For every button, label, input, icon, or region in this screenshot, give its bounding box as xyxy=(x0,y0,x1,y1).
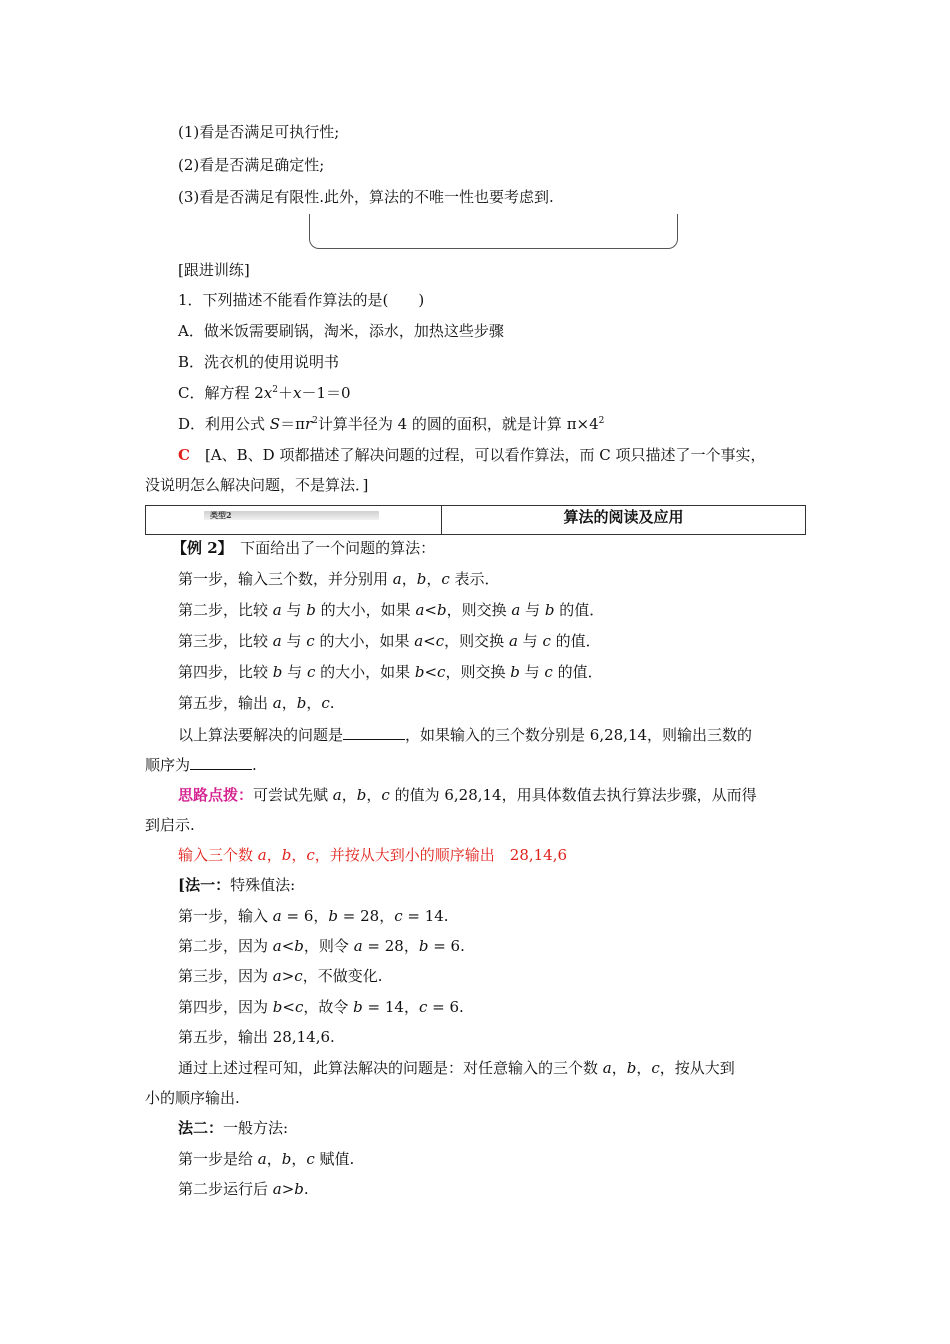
method-1-step-2: 第二步，因为 a<b，则令 a = 28，b = 6. xyxy=(178,937,465,955)
method-1-step-4: 第四步，因为 b<c，故令 b = 14，c = 6. xyxy=(178,998,464,1016)
summary-box-bottom xyxy=(309,214,678,249)
hint-line-1: 思路点拨：可尝试先赋 a，b，c 的值为 6,28,14，用具体数值去执行算法步骤，从而得 xyxy=(178,786,757,804)
method-1-conclusion-1: 通过上述过程可知，此算法解决的问题是：对任意输入的三个数 a，b，c，按从大到 xyxy=(178,1059,735,1077)
method-2-step-1: 第一步是给 a，b，c 赋值. xyxy=(178,1150,355,1168)
method-1-heading: [法一：特殊值法: xyxy=(178,876,296,894)
method-2-step-2: 第二步运行后 a>b. xyxy=(178,1180,309,1198)
example-intro: 【例 2】 下面给出了一个问题的算法： xyxy=(172,539,436,557)
section-header xyxy=(145,505,806,535)
example-step-2: 第二步，比较 a 与 b 的大小，如果 a<b，则交换 a 与 b 的值． xyxy=(178,601,605,619)
example-step-1: 第一步，输入三个数，并分别用 a，b，c 表示． xyxy=(178,570,500,588)
example-step-3: 第三步，比较 a 与 c 的大小，如果 a<c，则交换 a 与 c 的值． xyxy=(178,632,601,650)
answer-blank-1 xyxy=(343,724,405,740)
option-c: C．解方程 $2x^2+x-1=0$ xyxy=(178,384,351,402)
example-question-2: 顺序为 . xyxy=(145,756,257,774)
answer-line-1: C [A、B、D 项都描述了解决问题的过程，可以看作算法，而 C 项只描述了一个事实， xyxy=(178,446,766,464)
method-1-step-3: 第三步，因为 a>c，不做变化. xyxy=(178,967,383,985)
option-b: B．洗衣机的使用说明书 xyxy=(178,353,340,371)
example-answer: 输入三个数 a，b，c，并按从大到小的顺序输出 28,14,6 xyxy=(178,846,568,864)
answer-letter: C xyxy=(178,446,190,464)
answer-blank-2 xyxy=(190,754,252,770)
method-2-heading: 法二：一般方法: xyxy=(178,1119,289,1137)
practice-question: 1．下列描述不能看作算法的是( ) xyxy=(178,291,425,309)
option-d: D．利用公式 $S=\pi r^2$计算半径为 4 的圆的面积，就是计算 $\pi\times 4^2$ xyxy=(178,415,605,433)
method-1-conclusion-2: 小的顺序输出. xyxy=(145,1089,240,1107)
section-tag-cell xyxy=(146,506,442,534)
answer-line-2: 没说明怎么解决问题，不是算法．] xyxy=(145,476,369,494)
hint-label: 思路点拨： xyxy=(178,786,254,804)
property-3: (3)看是否满足有限性.此外，算法的不唯一性也要考虑到. xyxy=(178,188,554,206)
section-tag-badge: 类型2 xyxy=(204,511,379,520)
property-1: (1)看是否满足可执行性; xyxy=(178,123,340,141)
method-1-step-5: 第五步，输出 28,14,6. xyxy=(178,1028,335,1046)
example-step-4: 第四步，比较 b 与 c 的大小，如果 b<c，则交换 b 与 c 的值． xyxy=(178,663,603,681)
method-1-step-1: 第一步，输入 a = 6，b = 28，c = 14. xyxy=(178,907,449,925)
option-a: A．做米饭需要刷锅，淘米，添水，加热这些步骤 xyxy=(178,322,504,340)
example-step-5: 第五步，输出 a，b，c. xyxy=(178,694,335,712)
property-2: (2)看是否满足确定性; xyxy=(178,156,325,174)
hint-line-2: 到启示. xyxy=(145,816,195,834)
practice-heading: [跟进训练] xyxy=(178,261,250,279)
example-question-1: 以上算法要解决的问题是 ，如果输入的三个数分别是 6,28,14，则输出三数的 xyxy=(178,726,753,744)
section-title: 算法的阅读及应用 xyxy=(563,508,684,526)
